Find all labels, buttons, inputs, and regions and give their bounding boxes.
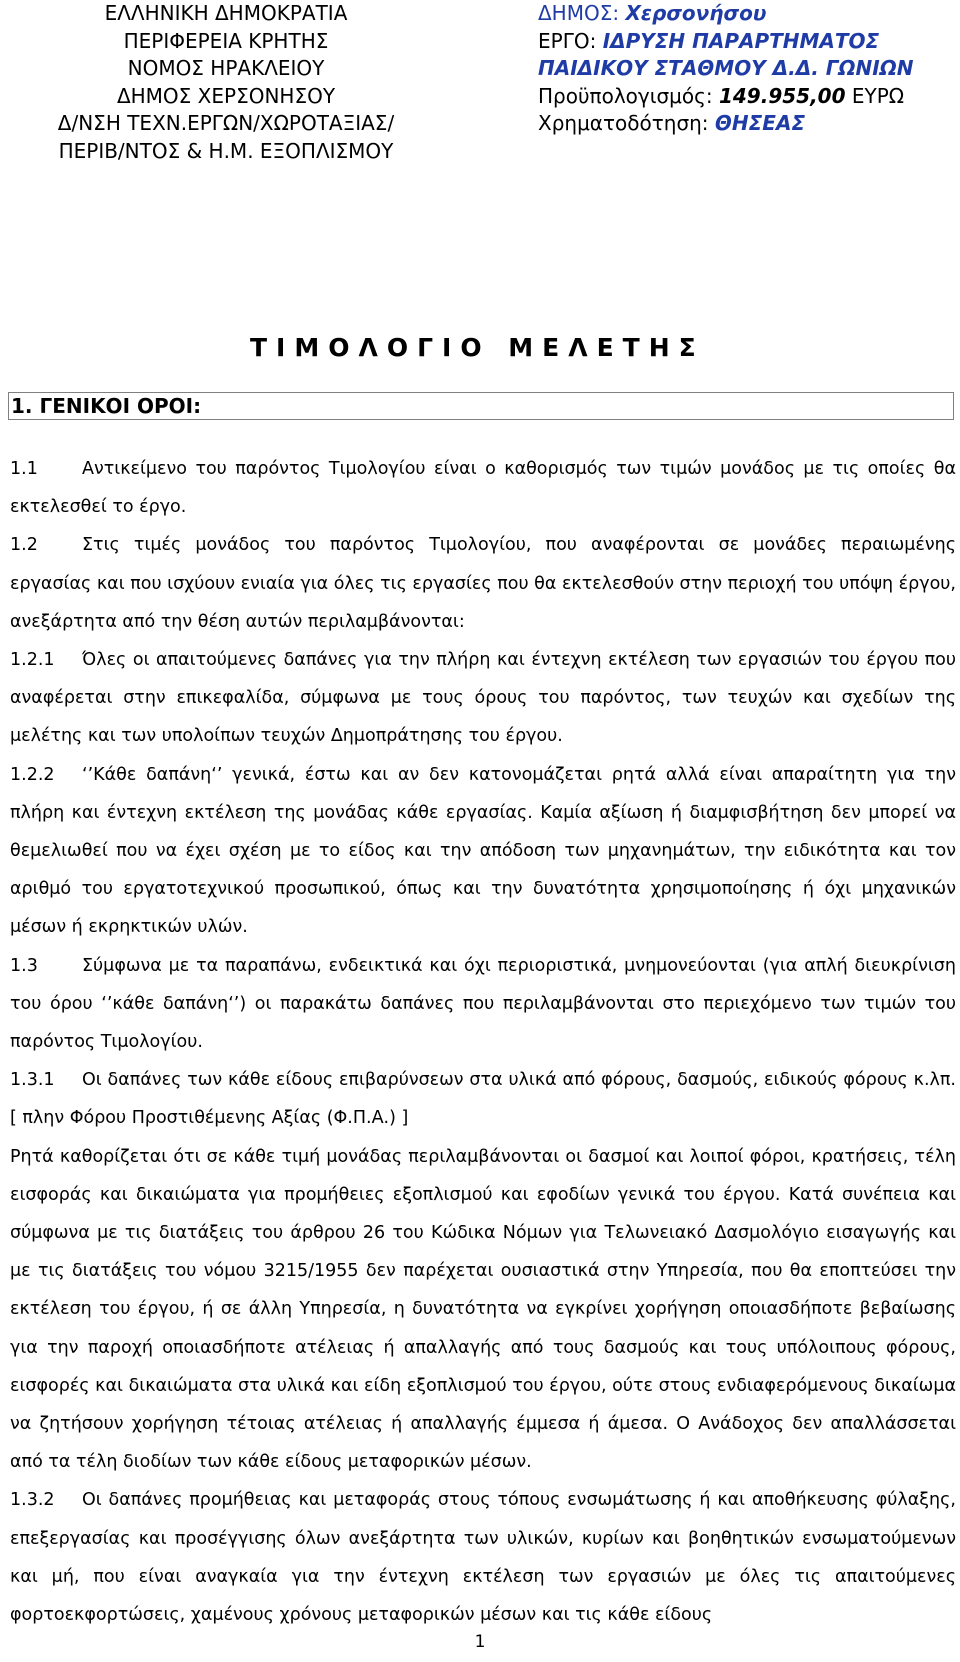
budget-label: Προϋπολογισμός: [538,83,719,108]
project-info-block [538,0,958,138]
paragraph-tax-exemption [10,1138,956,1482]
clause-text: Οι δαπάνες προμήθειας και μεταφοράς στους τόπους ενσωμάτωσης ή και αποθήκευσης φύλαξης, επεξεργασίας και προσέγγισης όλων ανεξάρτητα των υλικών, κυρίων και βοηθητικών ενσωματούμενων και μή, που είναι αναγκαία για την έντεχνη εκτέλεση των εργασιών με όλες τις απαιτούμενες φορτοεκφορτώσεις, χαμένους χρόνους μεταφορικών μέσων και τις κάθε είδους [10,1490,956,1626]
clause-text: Στις τιμές μονάδος του παρόντος Τιμολογίου, που αναφέρονται σε μονάδες περαιωμένης εργασίας και που ισχύουν ενιαία για όλες τις εργασίες που θα εκτελεσθούν στην περιοχή του υπόψη έργου, ανεξάρτητα από την θέση αυτών περιλαμβάνονται: [10,535,956,632]
clause-text: Ρητά καθορίζεται ότι σε κάθε τιμή μονάδας περιλαμβάνονται οι δασμοί και λοιποί φόροι, κρατήσεις, τέλη εισφοράς και δικαιώματα για προμήθειες εξοπλισμού και εφοδίων γενικά του έργου. Κατά συνέπεια και σύμφωνα με τις διατάξεις του άρθρου 26 του Κώδικα Νόμων για Τελωνειακό Δασμολόγιο εισαγωγής και με τις διατάξεις του νόμου 3215/1955 δεν παρέχεται ουσιαστικά στην Υπηρεσία, που θα εποπτεύσει την εκτέλεση του έργου, ή σε άλλη Υπηρεσία, η δυνατότητα να εγκρίνει χορήγηση οποιασδήποτε βεβαίωσης για την παροχή οποιασδήποτε ατέλειας ή απαλλαγής από τους δασμούς και τους υπόλοιπους φόρους, εισφορές και δικαιώματα στα υλικά και είδη εξοπλισμού του έργου, ούτε στους ενδιαφερόμενους δικαίωμα να ζητήσουν χορήγηση τέτοιας ατέλειας ή απαλλαγής έμμεσα ή άμεσα. Ο Ανάδοχος δεν απαλλάσσεται από τα τέλη διοδίων των κάθε είδους μεταφορικών μέσων. [10,1146,956,1473]
paragraph-1-3-2 [10,1481,956,1634]
project-value-line2: ΠΑΙΔΙΚΟΥ ΣΤΑΘΜΟΥ Δ.Δ. ΓΩΝΙΩΝ [538,56,914,80]
funding-line [538,110,958,138]
clause-number: 1.2 [10,535,38,556]
clause-text: ‘’Κάθε δαπάνη‘’ γενικά, έστω και αν δεν κατονομάζεται ρητά αλλά είναι απαραίτητη για την πλήρη και έντεχνη εκτέλεση της μονάδας κάθε εργασίας. Καμία αξίωση ή διαμφισβήτηση δεν μπορεί να θεμελιωθεί που να έχει σχέση με το είδος και την απόδοση των μηχανημάτων, την ειδικότητα και τον αριθμό του εργατοτεχνικού προσωπικού, όπως και την δυνατότητα χρησιμοποίησης ή όχι μηχανικών μέσων ή εκρηκτικών υλών. [10,764,956,938]
document-body [10,450,956,1634]
issuer-line: ΝΟΜΟΣ ΗΡΑΚΛΕΙΟΥ [127,56,325,80]
funding-label: Χρηματοδότηση: [538,111,715,135]
paragraph-1-1 [10,450,956,526]
clause-number: 1.2.2 [10,764,55,785]
municipality-value: Χερσονήσου [625,1,767,25]
section-heading-box [8,392,954,420]
clause-number: 1.1 [10,459,38,479]
clause-text: Οι δαπάνες των κάθε είδους επιβαρύνσεων στα υλικά από φόρους, δασμούς, ειδικούς φόρους κ.λπ. [ πλην Φόρου Προστιθέμενης Αξίας (Φ.Π.Α.) ] [10,1070,956,1129]
clause-number: 1.3.2 [10,1490,55,1511]
budget-line [538,83,958,111]
issuer-block [44,0,408,165]
document-title: ΤΙΜΟΛΟΓΙΟ ΜΕΛΕΤΗΣ [250,333,705,362]
issuer-line: Δ/ΝΣΗ ΤΕΧΝ.ΕΡΓΩΝ/ΧΩΡΟΤΑΞΙΑΣ/ [57,111,395,135]
municipality-line [538,0,958,28]
project-line [538,28,958,56]
paragraph-1-3-1 [10,1061,956,1137]
issuer-line: ΔΗΜΟΣ ΧΕΡΣΟΝΗΣΟΥ [116,83,336,108]
clause-number: 1.2.1 [10,650,55,671]
section-heading: 1. ΓΕΝΙΚΟΙ ΟΡΟΙ: [11,394,202,418]
issuer-line: ΕΛΛΗΝΙΚΗ ΔΗΜΟΚΡΑΤΙΑ [104,1,348,25]
paragraph-1-2-2 [10,756,956,947]
clause-text: Όλες οι απαιτούμενες δαπάνες για την πλήρη και έντεχνη εκτέλεση των εργασιών του έργου που αναφέρεται στην επικεφαλίδα, σύμφωνα με τους όρους του παρόντος, των τευχών και σχεδίων της μελέτης και των υπολοίπων τευχών Δημοπράτησης του έργου. [10,650,956,747]
paragraph-1-2-1 [10,641,956,756]
project-line-2 [538,55,958,83]
project-label: ΕΡΓΟ: [538,28,603,53]
issuer-line: ΠΕΡΙΒ/ΝΤΟΣ & Η.Μ. ΕΞΟΠΛΙΣΜΟΥ [58,138,394,163]
issuer-line: ΠΕΡΙΦΕΡΕΙΑ ΚΡΗΤΗΣ [123,28,329,53]
funding-value: ΘΗΣΕΑΣ [714,111,806,135]
clause-text: Σύμφωνα με τα παραπάνω, ενδεικτικά και όχι περιοριστικά, μνημονεύονται (για απλή διευκρίνιση του όρου ‘’κάθε δαπάνη‘’) οι παρακάτω δαπάνες που περιλαμβάνονται στο περιεχόμενο των τιμών του παρόντος Τιμολογίου. [10,955,956,1053]
municipality-label: ΔΗΜΟΣ: [538,1,626,25]
budget-unit: ΕΥΡΩ [845,83,905,108]
project-value-line1: ΙΔΡΥΣΗ ΠΑΡΑΡΤΗΜΑΤΟΣ [602,28,880,53]
budget-value: 149.955,00 [718,83,846,108]
clause-number: 1.3.1 [10,1070,55,1091]
clause-number: 1.3 [10,955,38,976]
paragraph-1-2 [10,526,956,641]
paragraph-1-3 [10,947,956,1062]
page-number: 1 [474,1632,486,1652]
clause-text: Αντικείμενο του παρόντος Τιμολογίου είναι ο καθορισμός των τιμών μονάδος με τις οποίες θα εκτελεσθεί το έργο. [10,459,956,518]
